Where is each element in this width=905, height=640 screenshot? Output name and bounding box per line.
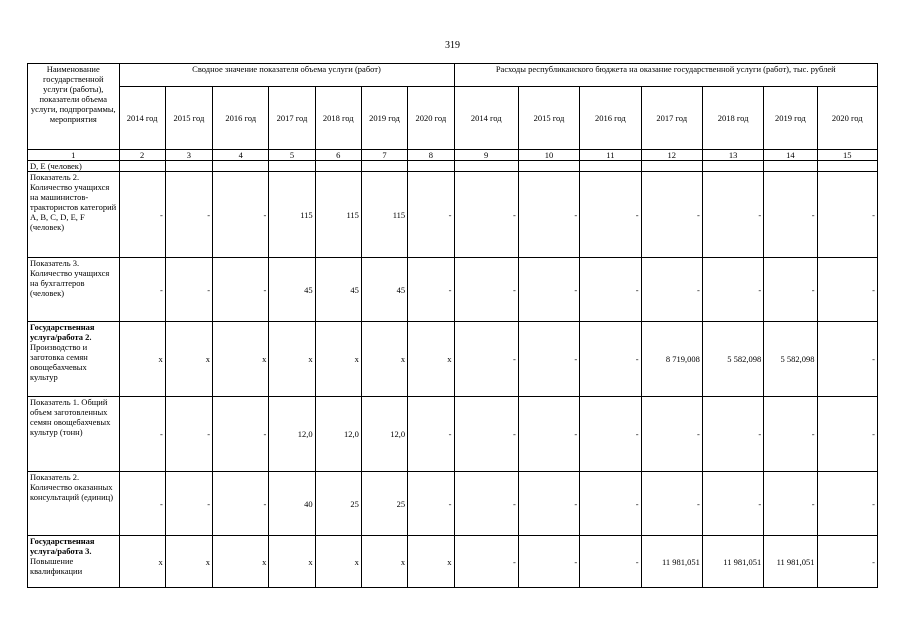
volume-year-header: 2020 год [408, 87, 454, 150]
row-label [28, 322, 120, 397]
table-cell: - [408, 258, 454, 322]
table-cell: - [702, 172, 763, 258]
table-cell: - [119, 258, 165, 322]
column-number: 7 [361, 150, 407, 161]
column-number: 13 [702, 150, 763, 161]
table-cell: - [580, 172, 641, 258]
table-cell: x [119, 536, 165, 588]
volume-year-header: 2014 год [119, 87, 165, 150]
table-cell: 12,0 [315, 397, 361, 472]
table-cell: - [580, 322, 641, 397]
expense-year-header: 2017 год [641, 87, 702, 150]
table-cell: - [518, 322, 579, 397]
table-row [28, 258, 878, 322]
row-label [28, 472, 120, 536]
row-label-bold: Государственная услуга/работа 2. [30, 322, 95, 342]
table-cell: 5 582,098 [764, 322, 817, 397]
table-cell: - [702, 397, 763, 472]
table-cell: - [817, 258, 877, 322]
table-cell: - [454, 472, 518, 536]
table-cell: 8 719,008 [641, 322, 702, 397]
table-cell: 45 [315, 258, 361, 322]
table-cell: 11 981,051 [702, 536, 763, 588]
table-cell [315, 161, 361, 172]
header-row-groups [28, 64, 878, 87]
table-body [28, 161, 878, 588]
table-cell: x [269, 536, 315, 588]
table-cell: - [454, 172, 518, 258]
column-number: 2 [119, 150, 165, 161]
table-cell: 5 582,098 [702, 322, 763, 397]
row-label [28, 258, 120, 322]
table-cell: x [269, 322, 315, 397]
table-cell: - [641, 258, 702, 322]
table-cell: - [817, 397, 877, 472]
table-cell: - [119, 397, 165, 472]
table-cell: - [580, 258, 641, 322]
column-number: 3 [165, 150, 212, 161]
table-cell [764, 161, 817, 172]
table-row [28, 472, 878, 536]
table-cell [580, 161, 641, 172]
table-row [28, 322, 878, 397]
row-label [28, 172, 120, 258]
table-cell: - [580, 536, 641, 588]
table-cell: - [518, 172, 579, 258]
table-cell: x [119, 322, 165, 397]
column-number: 4 [213, 150, 269, 161]
table-row [28, 161, 878, 172]
table-cell: 12,0 [269, 397, 315, 472]
page-number: 319 [445, 40, 460, 51]
volume-year-header: 2018 год [315, 87, 361, 150]
column-number: 8 [408, 150, 454, 161]
table-cell [213, 161, 269, 172]
column-number: 12 [641, 150, 702, 161]
table-cell: - [641, 397, 702, 472]
table-cell: - [119, 472, 165, 536]
table-cell: - [454, 397, 518, 472]
row-label [28, 397, 120, 472]
table-cell [165, 161, 212, 172]
expense-year-header: 2015 год [518, 87, 579, 150]
table-cell: - [817, 322, 877, 397]
column-number: 5 [269, 150, 315, 161]
column-number: 1 [28, 150, 120, 161]
table-cell: - [764, 258, 817, 322]
table-cell: - [454, 322, 518, 397]
table-cell: - [641, 172, 702, 258]
table-cell [817, 161, 877, 172]
volume-year-header: 2017 год [269, 87, 315, 150]
table-cell [269, 161, 315, 172]
header-row-column-numbers [28, 150, 878, 161]
table-cell: - [764, 472, 817, 536]
table-cell: x [361, 322, 407, 397]
table-cell: - [165, 472, 212, 536]
table-cell: - [213, 397, 269, 472]
table-cell: x [213, 536, 269, 588]
table-cell [454, 161, 518, 172]
column-number: 11 [580, 150, 641, 161]
expense-group-header: Расходы республиканского бюджета на оказание государственной услуги (работ), тыс. рублей [454, 64, 878, 87]
table-cell [408, 161, 454, 172]
table-row [28, 172, 878, 258]
table-row [28, 397, 878, 472]
header-row-years [28, 87, 878, 150]
table-cell: x [315, 536, 361, 588]
table-cell: - [408, 397, 454, 472]
table-cell: - [764, 172, 817, 258]
name-column-header: Наименование государственной услуги (работы), показатели объема услуги, подпрограммы, мероприятия [28, 64, 120, 150]
expense-year-header: 2020 год [817, 87, 877, 150]
table-cell: - [518, 397, 579, 472]
expense-year-header: 2014 год [454, 87, 518, 150]
table-cell: - [165, 258, 212, 322]
table-cell: - [817, 172, 877, 258]
table-cell: - [580, 397, 641, 472]
table-cell: - [580, 472, 641, 536]
table-cell: 11 981,051 [641, 536, 702, 588]
table-cell: x [165, 322, 212, 397]
table-cell: - [454, 536, 518, 588]
row-label-text: Повышение квалификации [30, 556, 83, 576]
column-number: 10 [518, 150, 579, 161]
expense-year-header: 2019 год [764, 87, 817, 150]
row-label [28, 161, 120, 172]
row-label [28, 536, 120, 588]
row-label-text: D, E (человек) [30, 161, 82, 171]
table-cell: - [641, 472, 702, 536]
table-cell: 25 [361, 472, 407, 536]
table-row [28, 536, 878, 588]
table-cell: - [165, 397, 212, 472]
volume-group-header: Сводное значение показателя объема услуги (работ) [119, 64, 454, 87]
table-cell: 11 981,051 [764, 536, 817, 588]
table-cell: - [518, 258, 579, 322]
table-cell: x [315, 322, 361, 397]
table-cell: - [213, 172, 269, 258]
table-cell: - [702, 258, 763, 322]
table-cell: - [165, 172, 212, 258]
table-cell: 12,0 [361, 397, 407, 472]
volume-year-header: 2019 год [361, 87, 407, 150]
table-cell: - [408, 172, 454, 258]
table-cell [641, 161, 702, 172]
row-label-text: Показатель 3. Количество учащихся на бухгалтеров (человек) [30, 258, 110, 298]
table-cell [361, 161, 407, 172]
table-cell: - [213, 258, 269, 322]
row-label-bold: Государственная услуга/работа 3. [30, 536, 95, 556]
volume-year-header: 2015 год [165, 87, 212, 150]
table-cell: 115 [361, 172, 407, 258]
table-cell: - [702, 472, 763, 536]
table-cell: 45 [269, 258, 315, 322]
table-cell: - [817, 536, 877, 588]
data-table [27, 63, 878, 588]
table-cell: - [408, 472, 454, 536]
table-cell: - [518, 472, 579, 536]
row-label-text: Показатель 1. Общий объем заготовленных семян овощебахчевых культур (тонн) [30, 397, 111, 437]
table-cell: - [213, 472, 269, 536]
column-number: 9 [454, 150, 518, 161]
table-cell: 45 [361, 258, 407, 322]
column-number: 6 [315, 150, 361, 161]
expense-year-header: 2016 год [580, 87, 641, 150]
table-cell [518, 161, 579, 172]
table-cell: 115 [269, 172, 315, 258]
volume-year-header: 2016 год [213, 87, 269, 150]
row-label-text: Показатель 2. Количество учащихся на машинистов-трактористов категорий А, В, С, D, E, F (человек) [30, 172, 117, 232]
table-cell: x [361, 536, 407, 588]
table-cell: x [213, 322, 269, 397]
column-number: 15 [817, 150, 877, 161]
row-label-text: Производство и заготовка семян овощебахчевых культур [30, 342, 88, 382]
table-cell: - [817, 472, 877, 536]
table-cell [119, 161, 165, 172]
row-label-text: Показатель 2. Количество оказанных консультаций (единиц) [30, 472, 114, 502]
table-cell: - [518, 536, 579, 588]
table-cell [702, 161, 763, 172]
table-cell: - [764, 397, 817, 472]
expense-year-header: 2018 год [702, 87, 763, 150]
table-cell: - [454, 258, 518, 322]
table-cell: x [408, 536, 454, 588]
column-number: 14 [764, 150, 817, 161]
table-cell: 40 [269, 472, 315, 536]
table-cell: x [165, 536, 212, 588]
table-cell: x [408, 322, 454, 397]
table-cell: 25 [315, 472, 361, 536]
table-cell: 115 [315, 172, 361, 258]
table-cell: - [119, 172, 165, 258]
